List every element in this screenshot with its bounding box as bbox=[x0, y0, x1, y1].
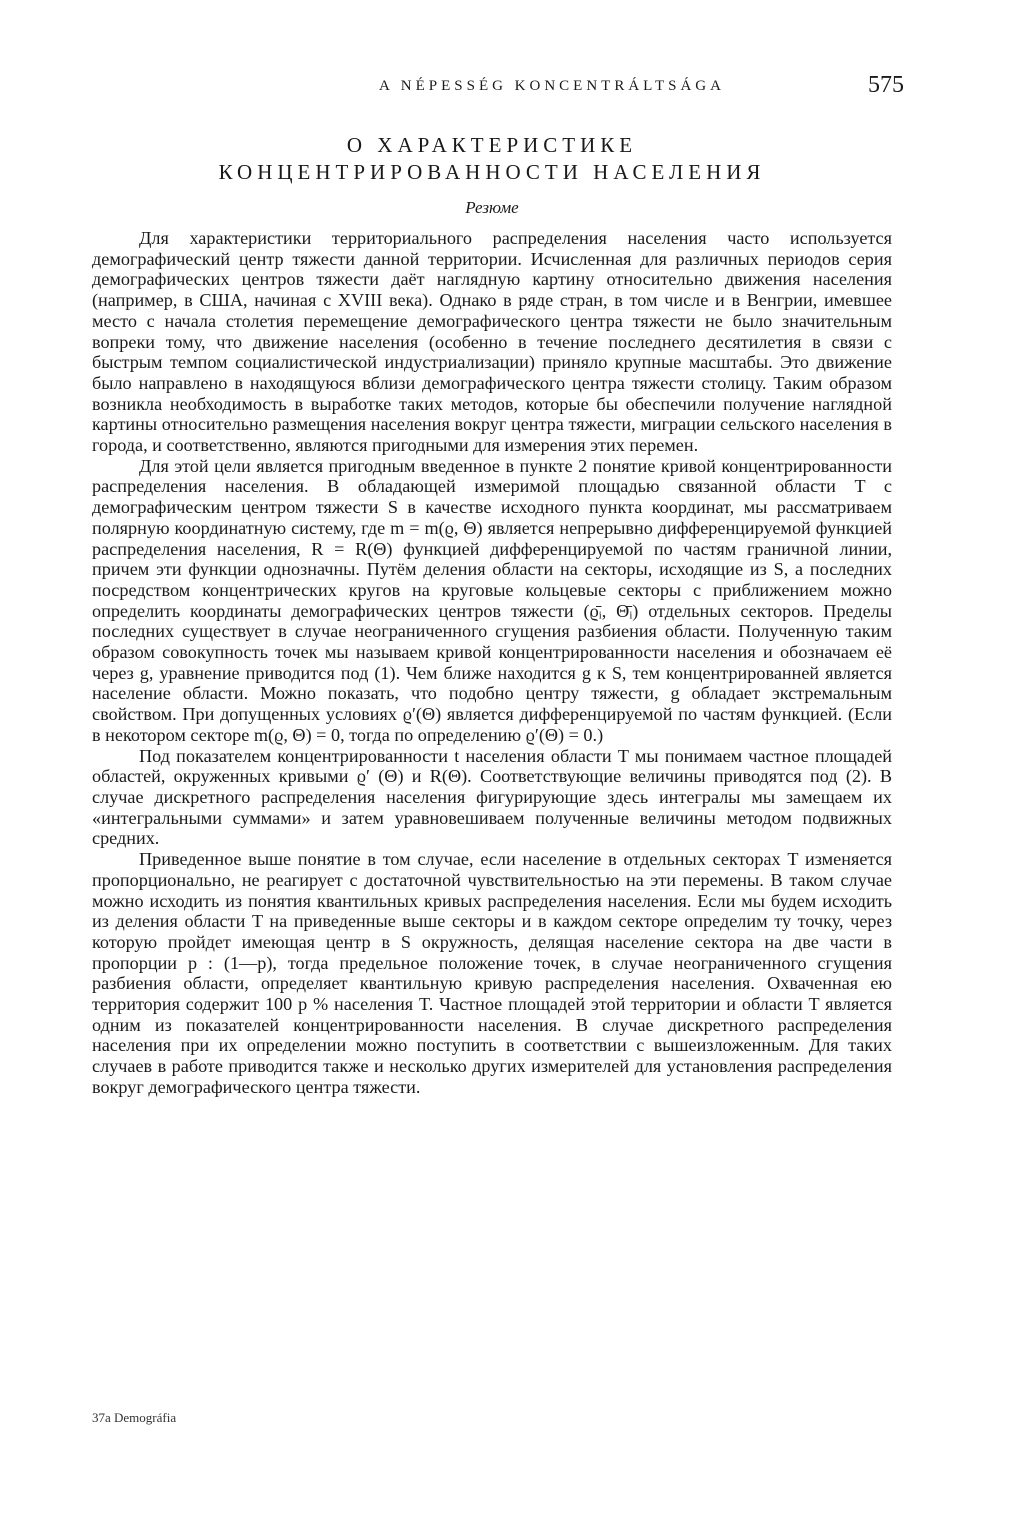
article-title-line-2: КОНЦЕНТРИРОВАННОСТИ НАСЕЛЕНИЯ bbox=[218, 160, 766, 184]
article bbox=[92, 132, 892, 1098]
paragraph-4: Приведенное выше понятие в том случае, если население в отдельных секторах T изменяется пропорционально, не реагирует с достаточной чувствительностью на эти перемены. В таком случае можно исходить из понятия квантильных кривых распределения населения. Если мы будем исходить из деления области T на приведенные выше секторы и в каждом секторе определим ту точку, через которую пройдет имеющая центр в S окружность, делящая население сектора на две части в пропорции p : (1—p), тогда предельное положение точек, в случае неограниченного сгущения разбиения области, определяет квантильную кривую распределения населения. Охваченная ею территория содержит 100 p % населения T. Частное площадей этой территории и области T является одним из показателей концентрированности населения. В случае дискретного распределения населения при их определении можно поступить в соответствии с вышеизложенным. Для таких случаев в работе приводится также и несколько других измерителей для установления распределения вокруг демографического центра тяжести. bbox=[92, 849, 892, 1097]
article-subtitle: Резюме bbox=[465, 198, 519, 217]
paragraph-1: Для характеристики территориального распределения населения часто используется демографический центр тяжести данной территории. Исчисленная для различных периодов серия демографических центров тяжести даёт наглядную картину относительно движения населения (например, в США, начиная с XVIII века). Однако в ряде стран, в том числе и в Венгрии, имевшее место с начала столетия перемещение демографического центра тяжести не было значительным вопреки тому, что движение населения (особенно в течение последнего десятилетия в связи с быстрым темпом социалистической индустриализации) приняло крупные масштабы. Это движение было направлено в находящуюся вблизи демографического центра тяжести столицу. Таким образом возникла необходимость в выработке таких методов, которые бы обеспечили получение наглядной картины относительно размещения населения вокруг центра тяжести, миграции сельского населения в города, и соответственно, являются пригодными для измерения этих перемен. bbox=[92, 228, 892, 456]
article-title-line-1: О ХАРАКТЕРИСТИКЕ bbox=[346, 133, 638, 157]
running-header bbox=[200, 72, 904, 102]
article-body bbox=[92, 228, 892, 1098]
article-title bbox=[92, 132, 892, 186]
paragraph-2: Для этой цели является пригодным введенное в пункте 2 понятие кривой концентрированности распределения населения. В обладающей измеримой площадью связанной области T с демографическим центром тяжести S в качестве исходного пункта координат, мы рассматриваем полярную координатную систему, где m = m(ϱ, Θ) является непрерывно дифференцируемой функцией распределения населения, R = R(Θ) функцией дифференцируемой по частям граничной линии, причем эти функции однозначны. Путём деления области на секторы, исходящие из S, а последних посредством концентрических кругов на круговые кольцевые секторы с приближением можно определить координаты демографических центров тяжести (ϱ̄ᵢ, Θ̄ᵢ) отдельных секторов. Пределы последних существует в случае неограниченного сгущения разбиения области. Полученную таким образом совокупность точек мы называем кривой концентрированности населения и обозначаем её через g, уравнение приводится под (1). Чем ближе находится g к S, тем концентрированней является население области. Можно показать, что подобно центру тяжести, g обладает экстремальным свойством. При допущенных условиях ϱ′(Θ) является дифференцируемой по частям функцией. (Если в некотором секторе m(ϱ, Θ) = 0, тогда по определению ϱ′(Θ) = 0.) bbox=[92, 455, 892, 745]
paragraph-3: Под показателем концентрированности t населения области T мы понимаем частное площадей областей, окруженных кривыми ϱ′ (Θ) и R(Θ). Соответствующие величины приводятся под (2). В случае дискретного распределения населения фигурирующие здесь интегралы мы замещаем их «интегральными суммами» и затем уравновешиваем полученные величины методом подвижных средних. bbox=[92, 745, 892, 849]
running-title: A NÉPESSÉG KONCENTRÁLTSÁGA bbox=[379, 78, 725, 94]
page-number: 575 bbox=[868, 72, 904, 98]
signature-mark: 37a Demográfia bbox=[92, 1410, 177, 1425]
